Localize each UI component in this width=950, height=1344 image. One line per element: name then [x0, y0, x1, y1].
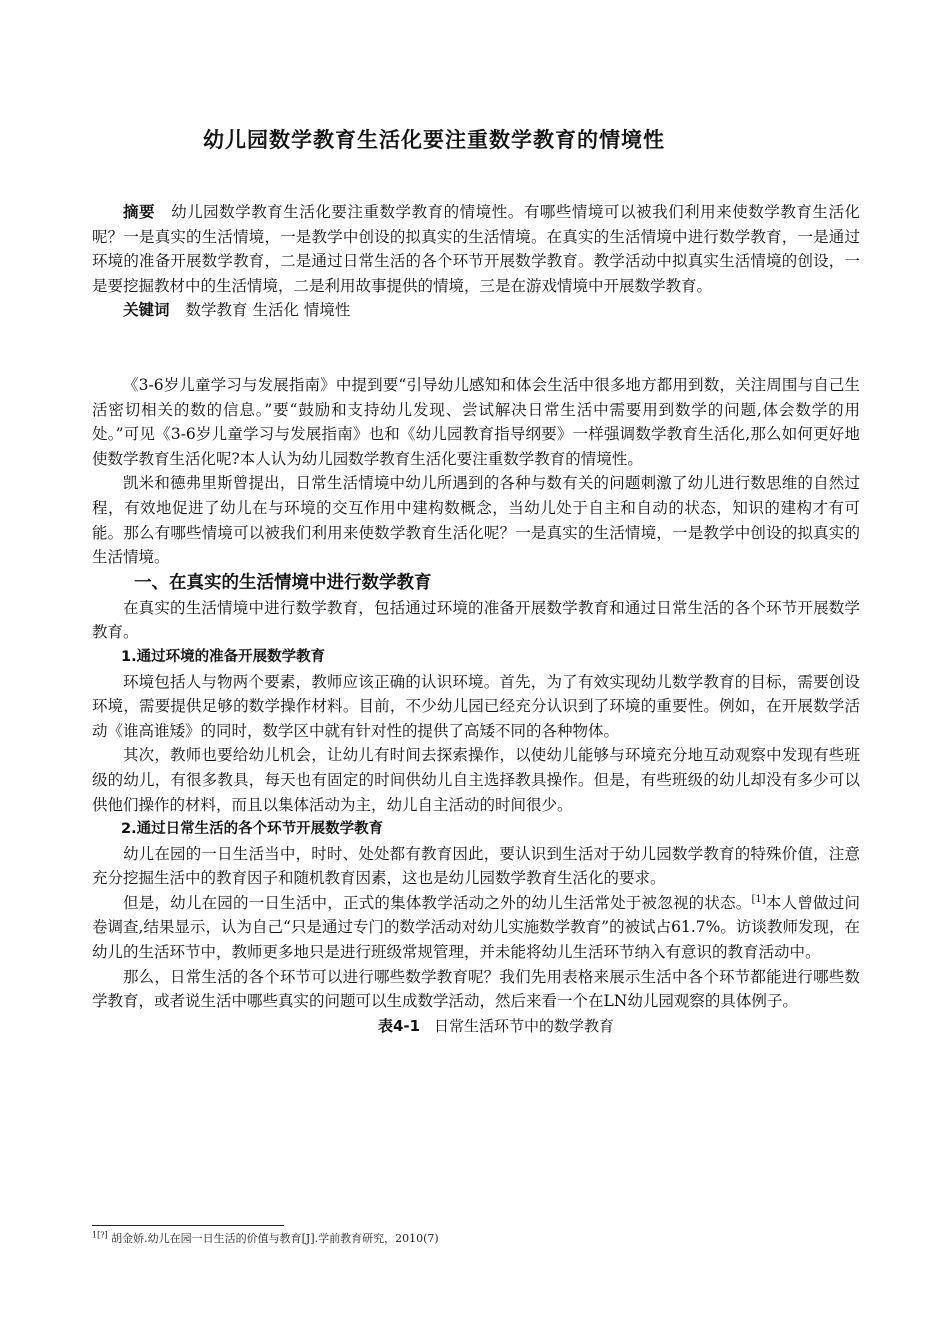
subsection-2-heading: 2.通过日常生活的各个环节开展数学教育: [121, 821, 384, 838]
footnote: [92, 1230, 439, 1246]
keywords-paragraph: [92, 298, 860, 323]
section-1-intro: 在真实的生活情境中进行数学教育，包括通过环境的准备开展数学教育和通过日常生活的各个环节开展数学教育。: [92, 598, 860, 642]
section-1-heading: 一、在真实的生活情境中进行数学教育: [134, 572, 432, 593]
subsection-1-paragraph-1: 环境包括人与物两个要素，教师应该正确的认识环境。首先，为了有效实现幼儿数学教育的目标，需要创设环境，需要提供足够的数学操作材料。目前，不少幼儿园已经充分认识到了环境的重要性。例如，在开展数学活动《谁高谁矮》的同时，数学区中就有针对性的提供了高矮不同的各种物体。: [92, 672, 860, 740]
subsection-2-paragraph-3: 那么，日常生活的各个环节可以进行哪些数学教育呢？我们先用表格来展示生活中各个环节都能进行哪些数学教育，或者说生活中哪些真实的问题可以生成数学活动，然后来看一个在LN幼儿园观察的具体例子。: [92, 967, 860, 1011]
keywords-text: 数学教育 生活化 情境性: [185, 301, 351, 320]
footnote-divider: [92, 1225, 284, 1226]
subsection-1-paragraph-2: 其次，教师也要给幼儿机会，让幼儿有时间去探索操作，以使幼儿能够与环境充分地互动观察中发现有些班级的幼儿，有很多教具，每天也有固定的时间供幼儿自主选择教具操作。但是，有些班级的幼儿却没有多少可以供他们操作的材料，而且以集体活动为主，幼儿自主活动的时间很少。: [92, 746, 860, 814]
abstract-label: 摘要: [123, 203, 156, 221]
abstract-text: 幼儿园数学教育生活化要注重数学教育的情境性。有哪些情境可以被我们利用来使数学教育生活化呢？一是真实的生活情境，一是教学中创设的拟真实的生活情境。在真实的生活情境中进行数学教育，一是通过环境的准备开展数学教育，二是通过日常生活的各个环节开展数学教育。教学活动中拟真实生活情境的创设，一是要挖掘教材中的生活情境，二是利用故事提供的情境，三是在游戏情境中开展数学教育。: [92, 203, 860, 295]
citation-ref[interactable]: [1]: [751, 893, 766, 905]
intro-paragraph-2: 凯米和德弗里斯曾提出，日常生活情境中幼儿所遇到的各种与数有关的问题刺激了幼儿进行数思维的自然过程，有效地促进了幼儿在与环境的交互作用中建构数概念，当幼儿处于自主和自动的状态，知识的建构才有可能。那么有哪些情境可以被我们利用来使数学教育生活化呢？一是真实的生活情境，一是教学中创设的拟真实的生活情境。: [92, 474, 860, 567]
page-title: 幼儿园数学教育生活化要注重数学教育的情境性: [203, 128, 665, 152]
footnote-text: 胡金娇.幼儿在园一日生活的价值与教育[J].学前教育研究，2010(7): [111, 1232, 439, 1245]
abstract-paragraph: [92, 200, 860, 298]
subsection-2-paragraph-1: 幼儿在园的一日生活当中，时时、处处都有教育因此，要认识到生活对于幼儿园数学教育的特殊价值，注意充分挖掘生活中的教育因子和随机教育因素，这也是幼儿园数学教育生活化的要求。: [92, 844, 860, 888]
subsection-1-heading: 1.通过环境的准备开展数学教育: [121, 648, 326, 665]
paragraph-text-part-a: 但是，幼儿在园的一日生活中，正式的集体教学活动之外的幼儿生活常处于被忽视的状态。: [123, 893, 752, 912]
subsection-2-paragraph-2: [92, 891, 860, 965]
abstract-block: [92, 200, 860, 323]
footnote-mark: 1[?]: [92, 1230, 108, 1240]
intro-paragraph-1: 《3-6岁儿童学习与发展指南》中提到要“引导幼儿感知和体会生活中很多地方都用到数，关注周围与自己生活密切相关的数的信息。”要“鼓励和支持幼儿发现、尝试解决日常生活中需要用到数学的问题,体会数学的用处。”可见《3-6岁儿童学习与发展指南》也和《幼儿园教育指导纲要》一样强调数学教育生活化,那么如何更好地使数学教育生活化呢?本人认为幼儿园数学教育生活化要注重数学教育的情境性。: [92, 376, 860, 468]
main-body: [92, 373, 860, 1038]
table-caption: [92, 1014, 860, 1039]
keywords-label: 关键词: [123, 301, 170, 320]
table-caption-text: 日常生活环节中的数学教育: [434, 1016, 615, 1035]
table-caption-label: 表4-1: [377, 1016, 421, 1035]
paragraph-text-part-b: 本人曾做过问卷调查,结果显示，认为自己“只是通过专门的数学活动对幼儿实施数学教育”的被试占61.7%。访谈教师发现，在幼儿的生活环节中，教师更多地只是进行班级常规管理，并未能将幼儿生活环节纳入有意识的教育活动中。: [92, 893, 860, 962]
